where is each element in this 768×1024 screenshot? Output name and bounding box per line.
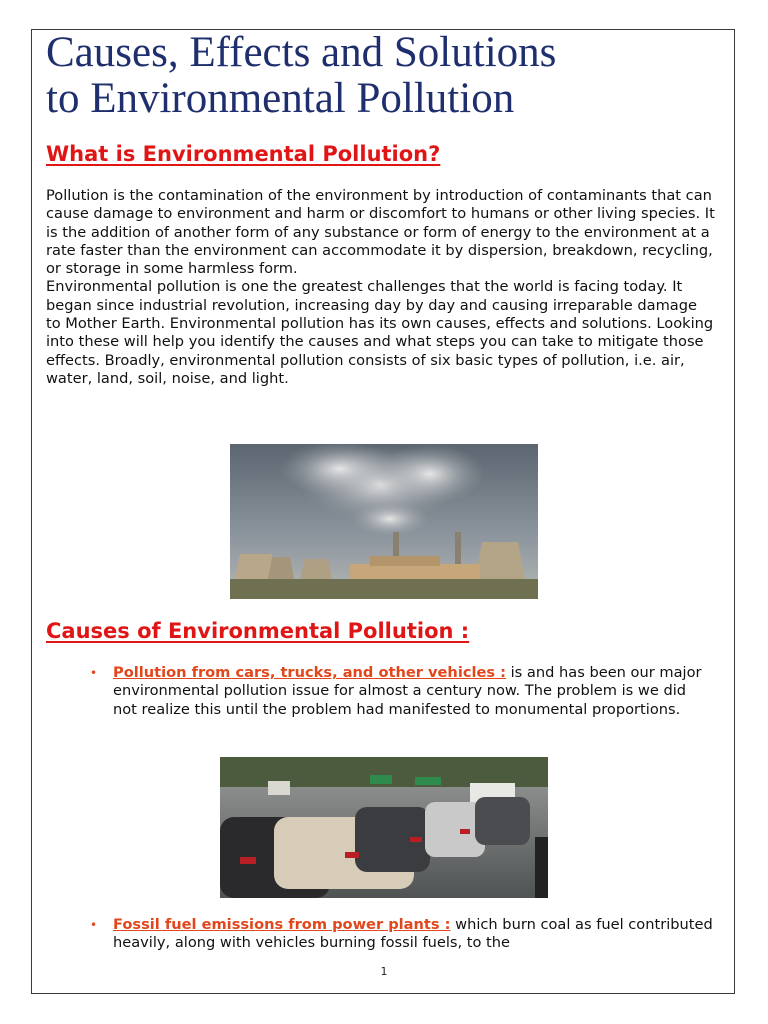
bullet-icon: • (90, 918, 98, 932)
paragraph-definition-text: Pollution is the contamination of the environment by introduction of contaminants that can cause damage to environment and harm or discomfort to humans or other living species. It is the addition of another form of any substance or form of energy to the environment at a rate faster than the environment can accommodate it by dispersion, breakdown, recycling, or storage in some harmless form. (46, 187, 715, 278)
cause-item-content (113, 664, 713, 719)
heading-causes: Causes of Environmental Pollution : (46, 619, 470, 643)
power-plant-photo (230, 444, 538, 599)
cause-item-lead: Pollution from cars, trucks, and other vehicles : (113, 664, 506, 681)
cause-item-power-plants (90, 916, 720, 961)
heading-what-is-pollution: What is Environmental Pollution? (46, 142, 441, 166)
page-number: 1 (380, 965, 388, 978)
paragraph-challenges-text: Environmental pollution is one the greatest challenges that the world is facing today. It began since industrial revolution, increasing day by day and causing irreparable damage to Mother Earth. Environmental pollution has its own causes, effects and solutions. Looking into these will help you identify the causes and what steps you can take to mitigate those effects. Broadly, environmental pollution consists of six basic types of pollution, i.e. air, water, land, soil, noise, and light. (46, 278, 714, 387)
cause-item-lead: Fossil fuel emissions from power plants : (113, 916, 451, 933)
document-title (46, 30, 746, 122)
traffic-photo (220, 757, 548, 898)
paragraph-definition (46, 187, 716, 388)
title-line-1: Causes, Effects and Solutions (46, 29, 557, 76)
bullet-icon: • (90, 666, 98, 680)
cause-item-text: is and has been our major environmental pollution issue for almost a century now. The problem is we did not realize this until the problem had manifested to monumental proportions. (113, 664, 702, 718)
title-line-2: to Environmental Pollution (46, 75, 515, 122)
cause-item-text: which burn coal as fuel contributed heavily, along with vehicles burning fossil fuels, to the (113, 916, 713, 952)
cause-item-content (113, 916, 713, 953)
cause-item-vehicles (90, 664, 720, 739)
